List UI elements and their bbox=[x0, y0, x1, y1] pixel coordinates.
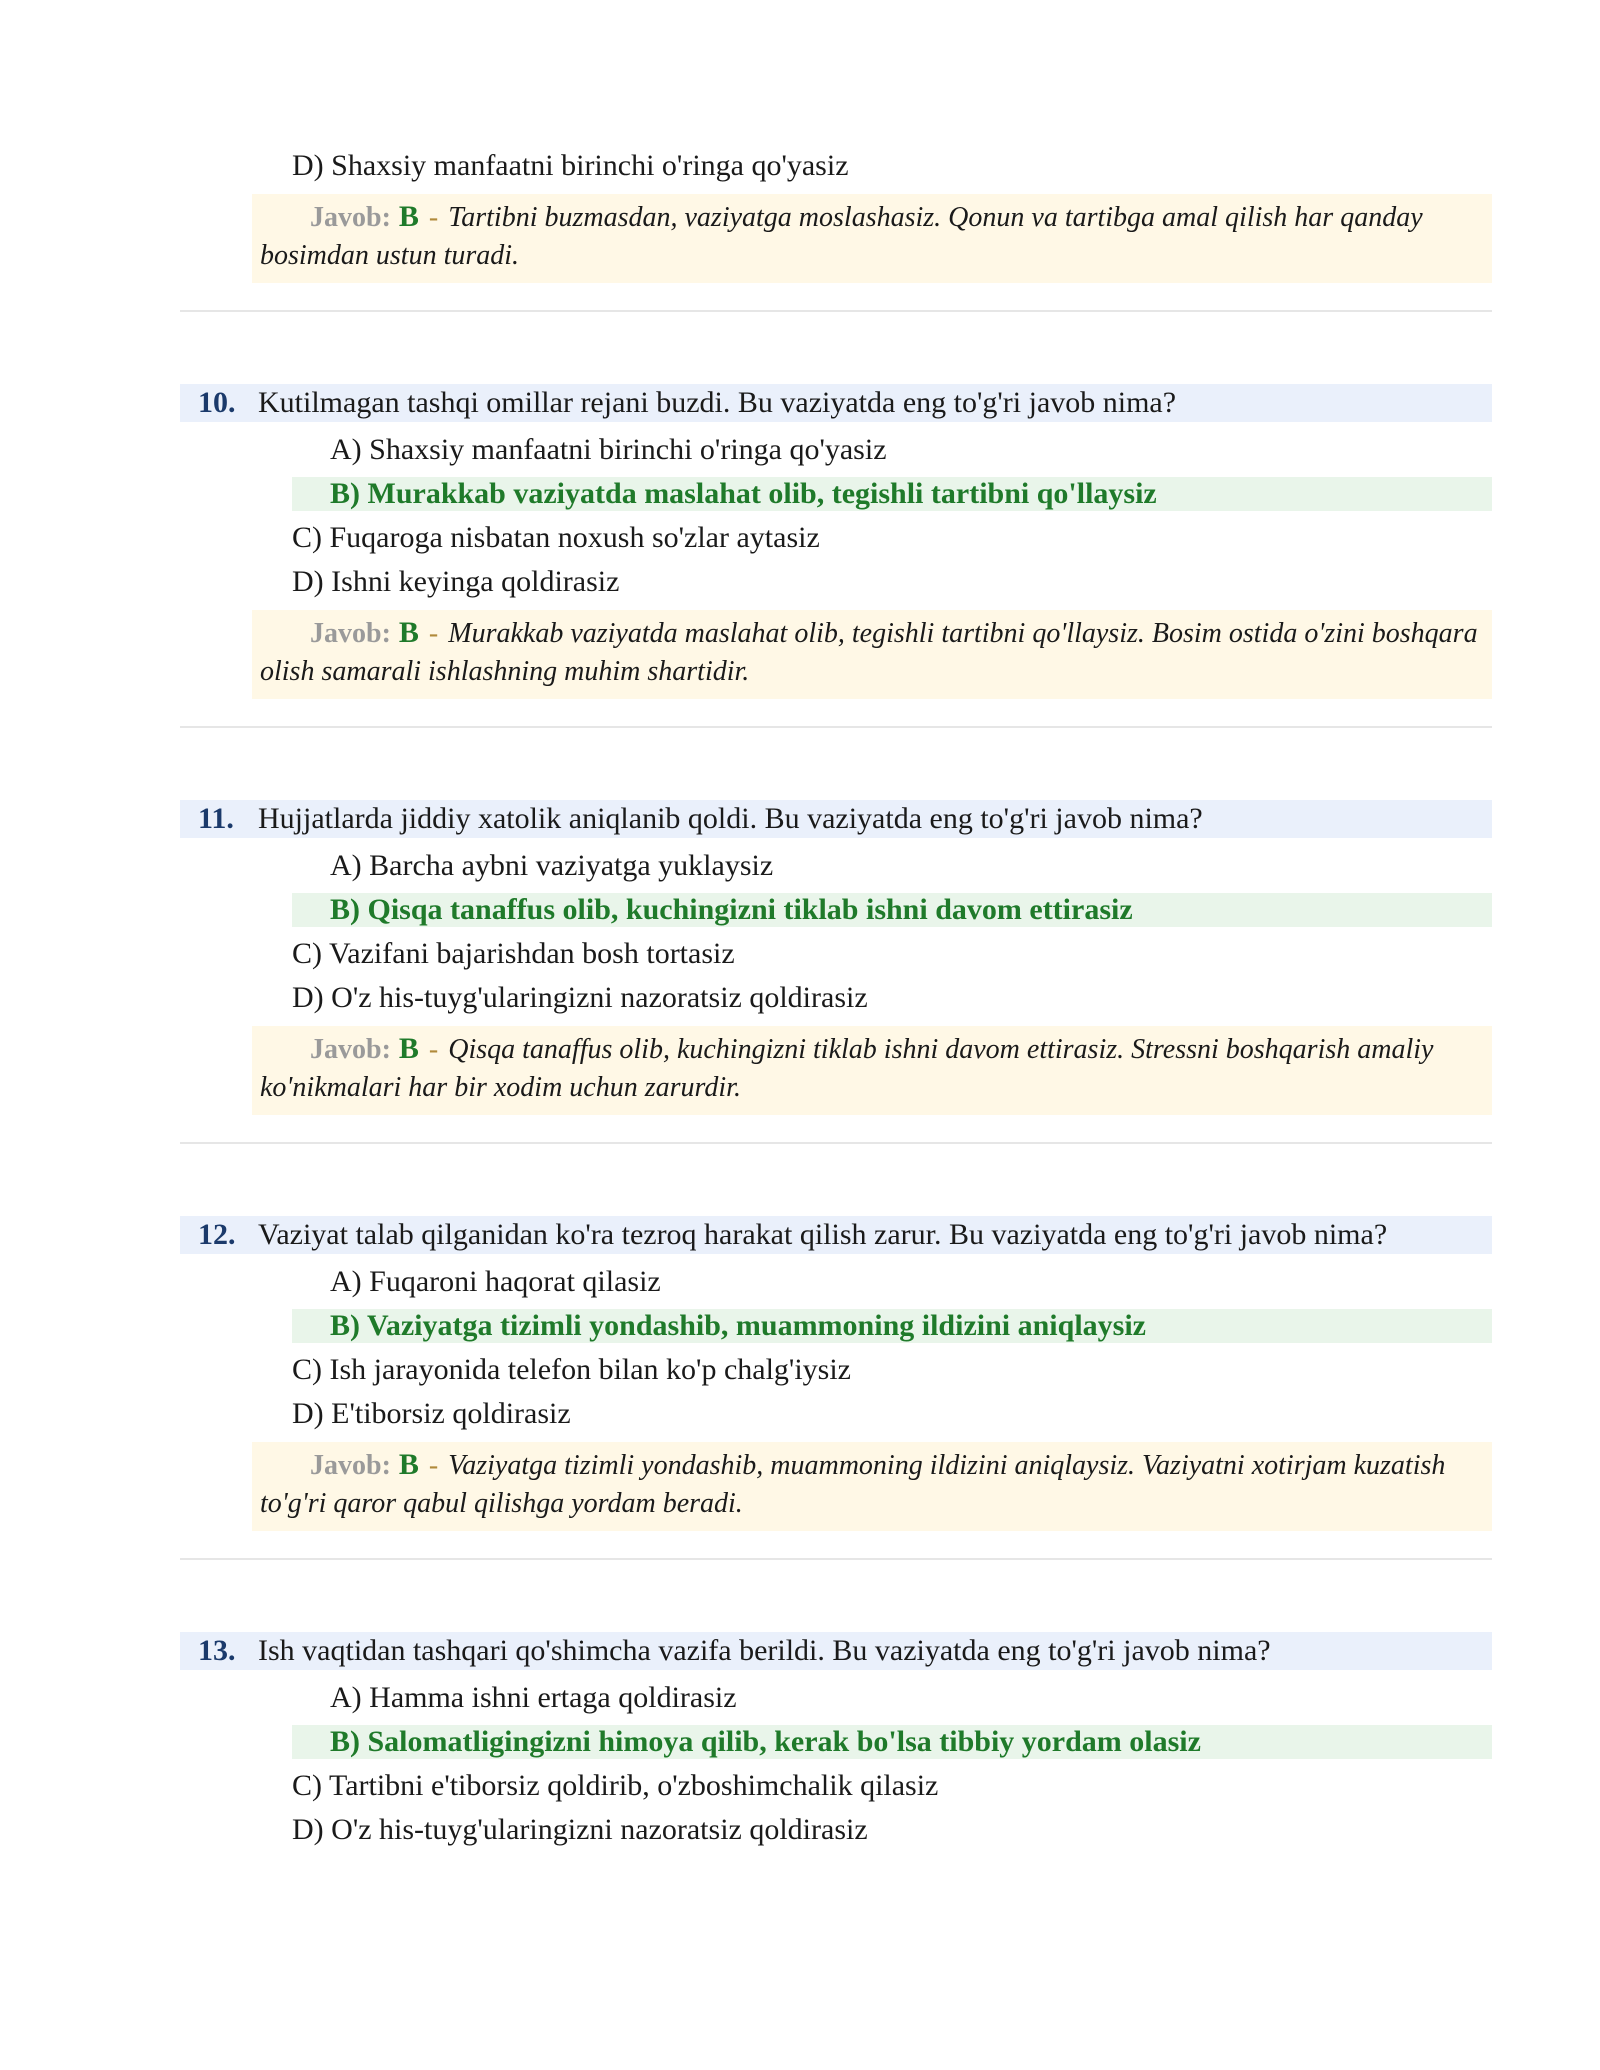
question-divider bbox=[180, 310, 1492, 312]
q11-answer-box bbox=[252, 1026, 1492, 1115]
q13-option-c: C) Tartibni e'tiborsiz qoldirib, o'zboshimchalik qilasiz bbox=[292, 1769, 939, 1802]
question-divider bbox=[180, 726, 1492, 728]
q10-option-d: D) Ishni keyinga qoldirasiz bbox=[292, 565, 620, 598]
answer-explanation: Vaziyatga tizimli yondashib, muammoning ildizini aniqlaysiz. Vaziyatni xotirjam kuzatish to'g'ri qaror qabul qilishga yordam beradi. bbox=[260, 1450, 1446, 1519]
answer-dash: - bbox=[428, 1450, 439, 1481]
q10-option-b-correct: B) Murakkab vaziyatda maslahat olib, tegishli tartibni qo'llaysiz bbox=[292, 477, 1492, 511]
q10-answer-box bbox=[252, 610, 1492, 699]
q12-answer-box bbox=[252, 1442, 1492, 1531]
answer-letter: B bbox=[398, 1448, 419, 1481]
answer-explanation: Murakkab vaziyatda maslahat olib, tegishli tartibni qo'llaysiz. Bosim ostida o'zini boshqara olish samarali ishlashning muhim shartidir. bbox=[260, 618, 1478, 687]
answer-dash: - bbox=[428, 202, 439, 233]
answer-label: Javob: bbox=[310, 202, 391, 233]
answer-letter: B bbox=[398, 616, 419, 649]
q12-header bbox=[180, 1216, 1492, 1254]
question-divider bbox=[180, 1558, 1492, 1560]
question-number: 10. bbox=[198, 386, 236, 419]
question-number: 11. bbox=[198, 802, 234, 835]
q12-option-b-correct: B) Vaziyatga tizimli yondashib, muammoning ildizini aniqlaysiz bbox=[292, 1309, 1492, 1343]
answer-explanation: Qisqa tanaffus olib, kuchingizni tiklab ishni davom ettirasiz. Stressni boshqarish amaliy ko'nikmalari har bir xodim uchun zarurdir. bbox=[260, 1034, 1434, 1103]
answer-label: Javob: bbox=[310, 1450, 391, 1481]
answer-label: Javob: bbox=[310, 1034, 391, 1065]
q10-option-c: C) Fuqaroga nisbatan noxush so'zlar aytasiz bbox=[292, 521, 820, 554]
answer-explanation: Tartibni buzmasdan, vaziyatga moslashasiz. Qonun va tartibga amal qilish har qanday bosimdan ustun turadi. bbox=[260, 202, 1423, 271]
q13-option-d: D) O'z his-tuyg'ularingizni nazoratsiz qoldirasiz bbox=[292, 1813, 868, 1846]
question-text: Ish vaqtidan tashqari qo'shimcha vazifa berildi. Bu vaziyatda eng to'g'ri javob nima? bbox=[258, 1634, 1271, 1667]
q11-option-c: C) Vazifani bajarishdan bosh tortasiz bbox=[292, 937, 735, 970]
question-number: 12. bbox=[198, 1218, 236, 1251]
q13-header bbox=[180, 1632, 1492, 1670]
q10-header bbox=[180, 384, 1492, 422]
q9-option-d: D) Shaxsiy manfaatni birinchi o'ringa qo'yasiz bbox=[292, 149, 849, 182]
q12-option-c: C) Ish jarayonida telefon bilan ko'p chalg'iysiz bbox=[292, 1353, 851, 1386]
question-text: Vaziyat talab qilganidan ko'ra tezroq harakat qilish zarur. Bu vaziyatda eng to'g'ri javob nima? bbox=[258, 1218, 1388, 1251]
question-text: Kutilmagan tashqi omillar rejani buzdi. Bu vaziyatda eng to'g'ri javob nima? bbox=[258, 386, 1177, 419]
question-text: Hujjatlarda jiddiy xatolik aniqlanib qoldi. Bu vaziyatda eng to'g'ri javob nima? bbox=[258, 802, 1203, 835]
q11-header bbox=[180, 800, 1492, 838]
q11-option-b-correct: B) Qisqa tanaffus olib, kuchingizni tiklab ishni davom ettirasiz bbox=[292, 893, 1492, 927]
answer-dash: - bbox=[428, 618, 439, 649]
q11-option-d: D) O'z his-tuyg'ularingizni nazoratsiz qoldirasiz bbox=[292, 981, 868, 1014]
q12-option-d: D) E'tiborsiz qoldirasiz bbox=[292, 1397, 571, 1430]
q13-option-b-correct: B) Salomatligingizni himoya qilib, kerak bo'lsa tibbiy yordam olasiz bbox=[292, 1725, 1492, 1759]
q11-option-a: A) Barcha aybni vaziyatga yuklaysiz bbox=[330, 849, 774, 882]
question-divider bbox=[180, 1142, 1492, 1144]
answer-label: Javob: bbox=[310, 618, 391, 649]
answer-dash: - bbox=[428, 1034, 439, 1065]
q10-option-a: A) Shaxsiy manfaatni birinchi o'ringa qo'yasiz bbox=[330, 433, 887, 466]
answer-letter: B bbox=[398, 200, 419, 233]
q13-option-a: A) Hamma ishni ertaga qoldirasiz bbox=[330, 1681, 737, 1714]
q9-answer-box bbox=[252, 194, 1492, 283]
q12-option-a: A) Fuqaroni haqorat qilasiz bbox=[330, 1265, 661, 1298]
answer-letter: B bbox=[398, 1032, 419, 1065]
question-number: 13. bbox=[198, 1634, 236, 1667]
